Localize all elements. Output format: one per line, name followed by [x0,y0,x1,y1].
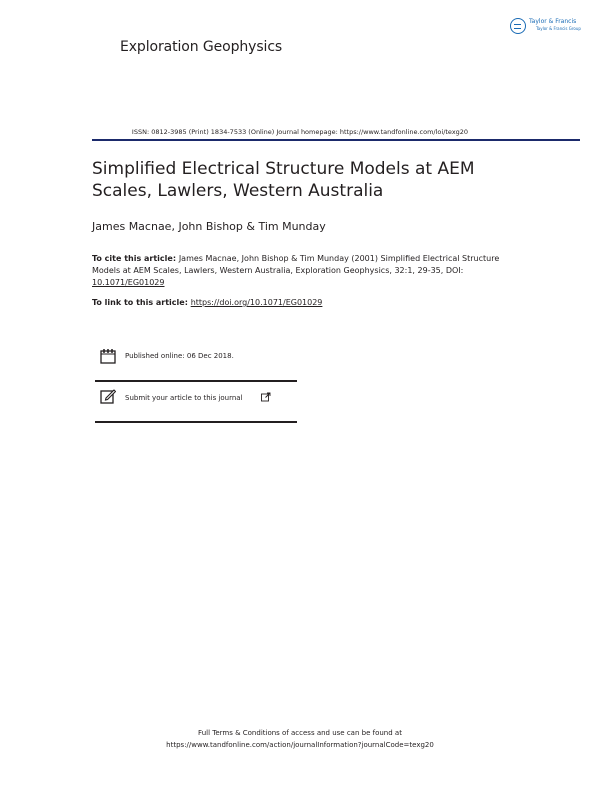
citation-label: To cite this article: [92,254,179,263]
issn-text: ISSN: 0812-3985 (Print) 1834-7533 (Online) Journal homepage: [131,128,340,136]
logo-mark-icon [510,18,526,34]
external-link-icon [261,392,271,402]
journal-title: Exploration Geophysics [120,39,283,55]
doi-link[interactable]: 10.1071/EG01029 [92,278,165,287]
issn-line [0,128,600,136]
logo-sub: Taylor & Francis Group [536,26,581,31]
footer-terms-url[interactable]: https://www.tandfonline.com/action/journalInformation?journalCode=texg20 [166,741,434,749]
article-link-label: To link to this article: [92,298,191,307]
article-title [92,158,532,202]
footer [0,727,600,751]
footer-line-1: Full Terms & Conditions of access and use can be found at [198,729,402,737]
submit-article-link[interactable] [100,388,300,406]
article-link-block [92,298,322,307]
journal-homepage-link[interactable]: https://www.tandfonline.com/loi/texg20 [339,128,469,136]
publisher-logo[interactable] [510,16,590,40]
authors: James Macnae, John Bishop & Tim Munday [92,220,326,233]
divider [95,421,297,423]
logo-brand: Taylor & Francis [529,18,577,25]
divider [95,380,297,382]
article-title-line-2: Scales, Lawlers, Western Australia [92,181,384,201]
published-online [100,348,310,366]
article-title-line-1: Simplified Electrical Structure Models at AEM [92,159,475,179]
edit-icon [100,388,116,404]
submit-text: Submit your article to this journal [125,394,243,402]
citation-block [92,253,522,289]
header-rule [92,139,580,141]
published-text: Published online: 06 Dec 2018. [125,352,234,360]
calendar-icon [100,348,116,364]
citation-text: James Macnae, John Bishop & Tim Munday (2001) Simplified Electrical Structure Models at AEM Scales, Lawlers, Western Australia, Exploration Geophysics, 32:1, 29-35, DOI: [92,254,500,275]
article-doi-url[interactable]: https://doi.org/10.1071/EG01029 [190,298,323,307]
